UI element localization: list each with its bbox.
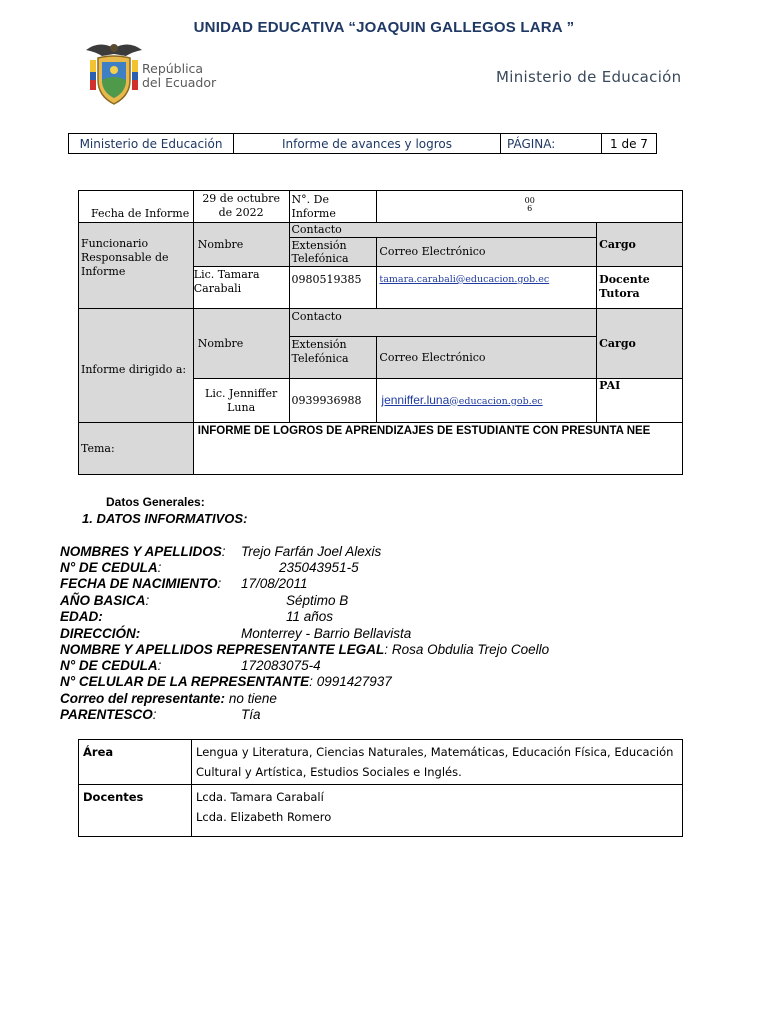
field-parentesco: PARENTESCO: [60,707,157,722]
dirigido-correo-label: Correo Electrónico [377,337,597,379]
fecha-value: 29 de octubre de 2022 [193,191,289,223]
responsable-cargo-label: Cargo [597,223,683,267]
header-page-value: 1 de 7 [602,134,657,154]
fecha-label: Fecha de Informe [79,191,194,223]
header-page-label: PÁGINA: [501,134,602,154]
logo-line-1: República [142,61,204,76]
field-nombres-value: Trejo Farfán Joel Alexis [241,544,382,559]
responsable-email-link[interactable]: tamara.carabali@educacion.gob.ec [379,274,550,285]
responsable-contacto-label: Contacto [289,223,597,238]
field-fecha-nacimiento-value: 17/08/2011 [241,576,308,591]
header-report-title: Informe de avances y logros [234,134,501,154]
docentes-list [192,785,683,837]
responsable-extension-label: Extensión Telefónica [289,238,377,267]
field-direccion: DIRECCIÓN: [60,626,141,641]
dirigido-telefono: 0939936988 [289,379,377,423]
logo-text [142,62,216,90]
responsable-correo-label: Correo Electrónico [377,238,597,267]
datos-generales-heading: Datos Generales: [106,495,205,509]
report-info-table [78,190,683,475]
field-representante: NOMBRE Y APELLIDOS REPRESENTANTE LEGAL: Rosa Obdulia Trejo Coello [60,642,550,657]
datos-informativos-heading: 1. DATOS INFORMATIVOS: [82,511,248,526]
responsable-label: Funcionario Responsable de Informe [79,223,194,309]
numero-value-main: 00 [524,196,535,205]
field-cedula-representante-value: 172083075-4 [241,658,321,673]
field-nombres: NOMBRES Y APELLIDOS: [60,544,226,559]
field-correo-representante: Correo del representante: no tiene [60,691,277,706]
field-cedula-value: 235043951-5 [279,560,359,575]
ministry-header: Ministerio de Educación [496,68,682,86]
logo-line-2: del Ecuador [142,75,217,90]
responsable-telefono: 0980519385 [289,267,377,309]
dirigido-label: Informe dirigido a: [79,309,194,423]
numero-value-sub: 6 [527,204,533,213]
field-direccion-value: Monterrey - Barrio Bellavista [241,626,412,641]
dirigido-cargo-label: Cargo [597,309,683,379]
area-table [78,739,683,837]
numero-value [377,191,683,223]
school-title: UNIDAD EDUCATIVA “JOAQUIN GALLEGOS LARA ” [193,19,575,36]
responsable-nombre-label: Nombre [193,223,289,267]
field-label: NOMBRES Y APELLIDOS [60,544,222,559]
dirigido-cargo: PAI [597,379,683,423]
dirigido-contacto-label: Contacto [289,309,597,337]
dirigido-email-domain: @educacion.gob.ec [449,395,543,407]
dirigido-email-link[interactable] [381,394,542,407]
field-parentesco-value: Tía [241,707,261,722]
field-cedula-representante: N° DE CEDULA: [60,658,162,673]
responsable-nombre: Lic. Tamara Carabali [193,267,289,309]
docentes-label: Docentes [79,785,192,837]
dirigido-email-user: jenniffer.luna [381,392,450,407]
field-edad: EDAD: [60,609,103,624]
field-edad-value: 11 años [286,609,334,624]
field-fecha-nacimiento: FECHA DE NACIMIENTO: [60,576,222,591]
tema-label: Tema: [79,423,194,475]
header-table [68,133,657,154]
tema-value: INFORME DE LOGROS DE APRENDIZAJES DE ESTUDIANTE CON PRESUNTA NEE [193,423,682,475]
field-ano-basica: AÑO BASICA: [60,593,150,608]
docente-item: Lcda. Elizabeth Romero [196,810,332,824]
field-representante-value: Rosa Obdulia Trejo Coello [391,642,550,657]
dirigido-nombre: Lic. Jenniffer Luna [193,379,289,423]
dirigido-nombre-label: Nombre [193,309,289,379]
field-cedula: N° DE CEDULA: [60,560,162,575]
dirigido-extension-label: Extensión Telefónica [289,337,377,379]
area-value: Lengua y Literatura, Ciencias Naturales, Matemáticas, Educación Física, Educación Cultural y Artística, Estudios Sociales e Inglés. [192,740,683,785]
responsable-cargo: Docente Tutora [597,267,683,309]
docente-item: Lcda. Tamara Carabalí [196,790,324,804]
field-ano-basica-value: Séptimo B [286,593,349,608]
header-ministry: Ministerio de Educación [69,134,234,154]
field-celular-value: 0991427937 [316,674,392,689]
numero-label: N°. De Informe [289,191,377,223]
field-correo-representante-value: no tiene [228,691,277,706]
field-celular: N° CELULAR DE LA REPRESENTANTE: 0991427937 [60,674,392,689]
area-label: Área [79,740,192,785]
